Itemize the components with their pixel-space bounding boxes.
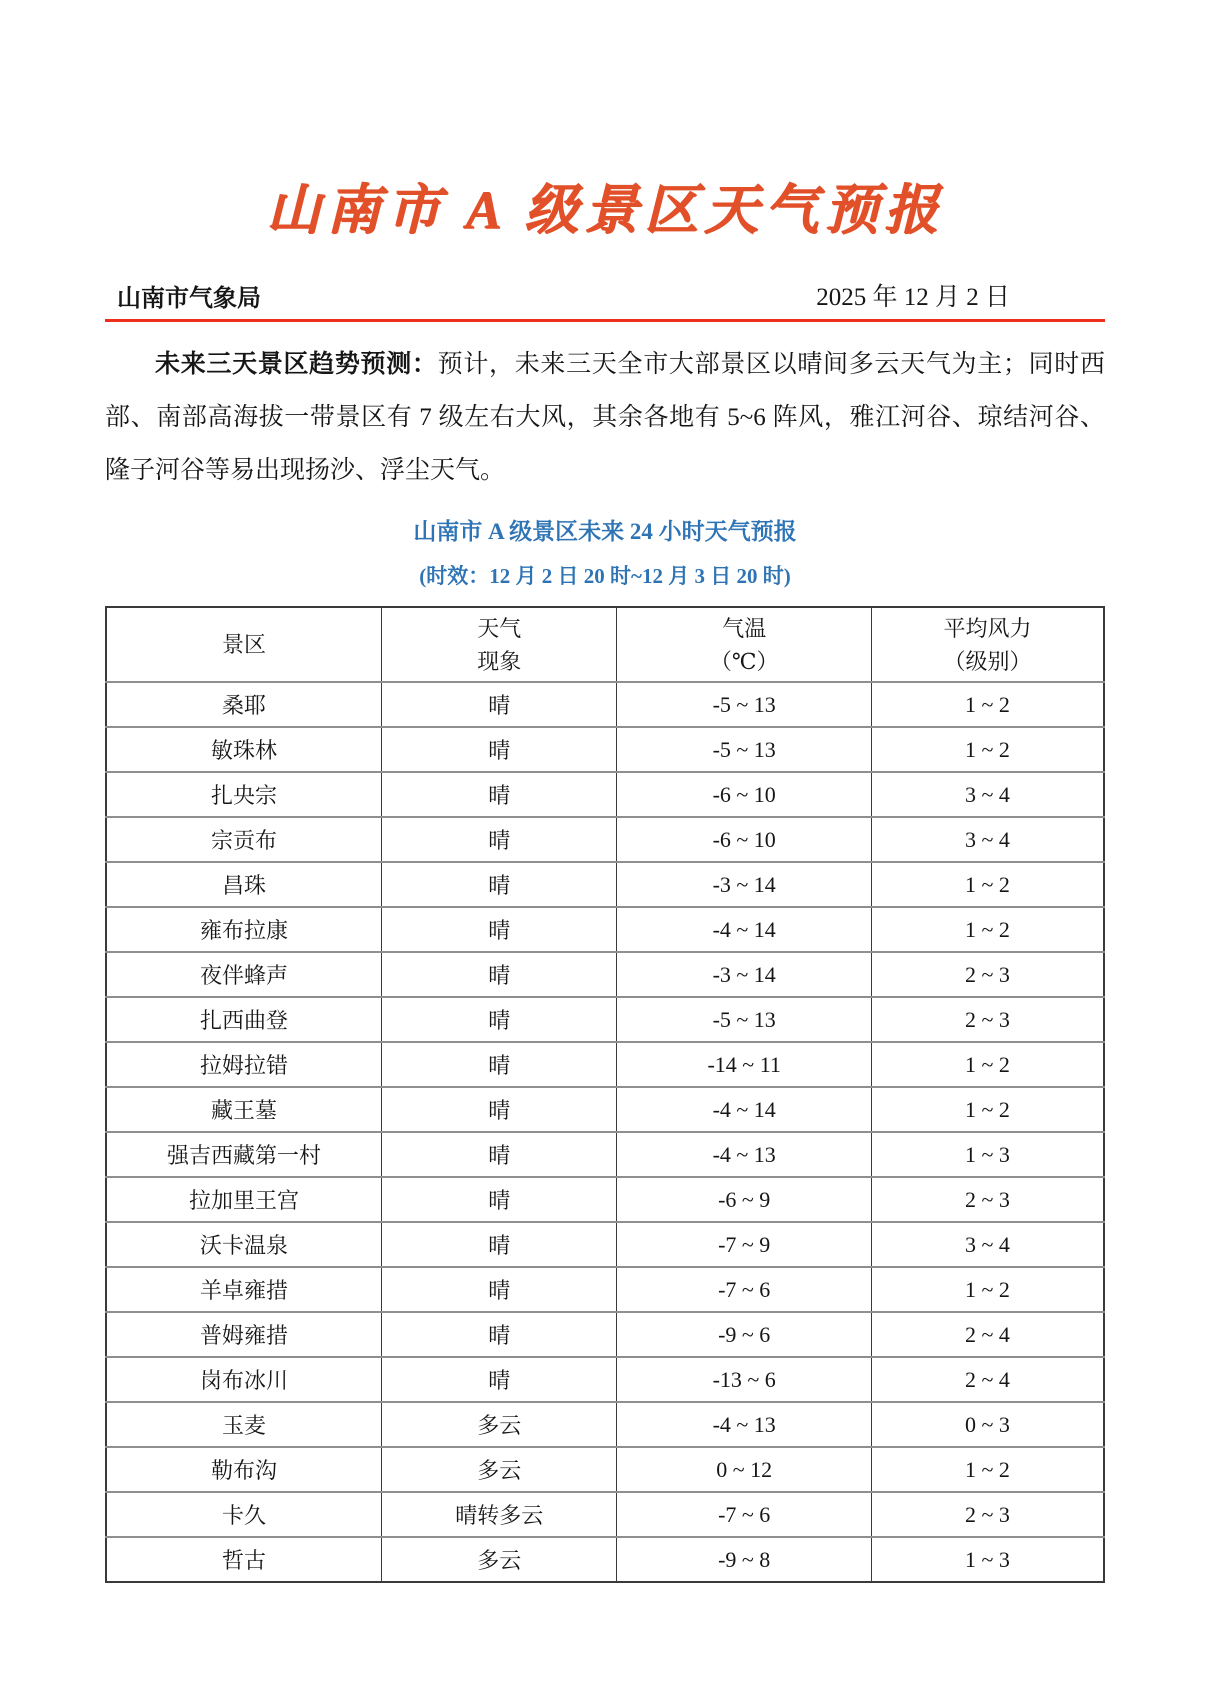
scenic-area-cell: 扎西曲登 — [106, 997, 381, 1042]
temperature-cell: 0 ~ 12 — [617, 1447, 871, 1492]
wind-level-cell: 1 ~ 3 — [871, 1132, 1104, 1177]
table-title: 山南市 A 级景区未来 24 小时天气预报 — [413, 519, 797, 544]
scenic-area-cell: 敏珠林 — [106, 727, 381, 772]
temperature-cell: -6 ~ 9 — [617, 1177, 871, 1222]
scenic-area-cell: 勒布沟 — [106, 1447, 381, 1492]
weather-cell: 晴 — [381, 997, 617, 1042]
column-header-4: 平均风力 （级别） — [871, 607, 1104, 682]
wind-level-cell: 2 ~ 3 — [871, 1492, 1104, 1537]
table-row — [106, 1222, 1104, 1267]
table-row — [106, 817, 1104, 862]
scenic-area-cell: 拉加里王宫 — [106, 1177, 381, 1222]
forecast-table — [105, 606, 1105, 1583]
table-row — [106, 772, 1104, 817]
forecast-table-header — [106, 607, 1104, 682]
temperature-cell: -6 ~ 10 — [617, 772, 871, 817]
weather-cell: 晴转多云 — [381, 1492, 617, 1537]
scenic-area-cell: 强吉西藏第一村 — [106, 1132, 381, 1177]
weather-cell: 晴 — [381, 727, 617, 772]
wind-level-cell: 2 ~ 4 — [871, 1312, 1104, 1357]
forecast-summary-lead: 未来三天景区趋势预测： — [155, 351, 438, 378]
weather-cell: 晴 — [381, 1042, 617, 1087]
wind-level-cell: 1 ~ 2 — [871, 907, 1104, 952]
wind-level-cell: 1 ~ 2 — [871, 1087, 1104, 1132]
table-row — [106, 1177, 1104, 1222]
scenic-area-cell: 拉姆拉错 — [106, 1042, 381, 1087]
wind-level-cell: 1 ~ 2 — [871, 1267, 1104, 1312]
temperature-cell: -4 ~ 14 — [617, 907, 871, 952]
temperature-cell: -6 ~ 10 — [617, 817, 871, 862]
temperature-cell: -14 ~ 11 — [617, 1042, 871, 1087]
weather-cell: 晴 — [381, 862, 617, 907]
table-row — [106, 1312, 1104, 1357]
table-row — [106, 1357, 1104, 1402]
wind-level-cell: 3 ~ 4 — [871, 772, 1104, 817]
table-row — [106, 862, 1104, 907]
column-header-1: 景区 — [221, 632, 266, 657]
temperature-cell: -9 ~ 6 — [617, 1312, 871, 1357]
table-row — [106, 727, 1104, 772]
column-header-3: 气温 （℃） — [617, 607, 871, 682]
temperature-cell: -4 ~ 13 — [617, 1402, 871, 1447]
weather-cell: 晴 — [381, 952, 617, 997]
weather-cell: 多云 — [381, 1537, 617, 1582]
weather-cell: 晴 — [381, 772, 617, 817]
wind-level-cell: 2 ~ 3 — [871, 997, 1104, 1042]
scenic-area-cell: 桑耶 — [106, 682, 381, 727]
header-row — [106, 607, 1104, 682]
forecast-summary-text: 预计，未来三天全市大部景区以晴间多云天气为主；同时西部、南部高海拔一带景区有 7 级左右大风，其余各地有 5~6 阵风，雅江河谷、琼结河谷、隆子河谷等易出现扬沙、浮尘天气。 — [105, 351, 1105, 484]
weather-cell: 晴 — [381, 1087, 617, 1132]
table-row — [106, 1267, 1104, 1312]
weather-cell: 晴 — [381, 1177, 617, 1222]
weather-cell: 晴 — [381, 1132, 617, 1177]
scenic-area-cell: 普姆雍措 — [106, 1312, 381, 1357]
table-row — [106, 682, 1104, 727]
temperature-cell: -7 ~ 6 — [617, 1492, 871, 1537]
temperature-cell: -7 ~ 6 — [617, 1267, 871, 1312]
table-row — [106, 1087, 1104, 1132]
scenic-area-cell: 玉麦 — [106, 1402, 381, 1447]
temperature-cell: -5 ~ 13 — [617, 682, 871, 727]
scenic-area-cell: 昌珠 — [106, 862, 381, 907]
issue-date: 2025 年 12 月 2 日 — [816, 284, 1010, 311]
masthead — [105, 277, 1105, 322]
scenic-area-cell: 哲古 — [106, 1537, 381, 1582]
temperature-cell: -9 ~ 8 — [617, 1537, 871, 1582]
wind-level-cell: 1 ~ 2 — [871, 1042, 1104, 1087]
temperature-cell: -3 ~ 14 — [617, 952, 871, 997]
scenic-area-cell: 沃卡温泉 — [106, 1222, 381, 1267]
table-row — [106, 1042, 1104, 1087]
wind-level-cell: 1 ~ 2 — [871, 727, 1104, 772]
forecast-summary — [105, 338, 1105, 497]
forecast-table-body — [106, 682, 1104, 1582]
temperature-cell: -4 ~ 14 — [617, 1087, 871, 1132]
table-row — [106, 952, 1104, 997]
table-row — [106, 907, 1104, 952]
agency-name: 山南市气象局 — [117, 286, 261, 312]
scenic-area-cell: 羊卓雍措 — [106, 1267, 381, 1312]
table-row — [106, 1537, 1104, 1582]
weather-cell: 晴 — [381, 1312, 617, 1357]
document-title: 山南市 A 级景区天气预报 — [265, 180, 945, 240]
weather-cell: 多云 — [381, 1402, 617, 1447]
table-validity-period: (时效：12 月 2 日 20 时~12 月 3 日 20 时) — [419, 564, 791, 588]
document-content — [105, 0, 1105, 1583]
scenic-area-cell: 雍布拉康 — [106, 907, 381, 952]
table-row — [106, 997, 1104, 1042]
weather-cell: 晴 — [381, 907, 617, 952]
wind-level-cell: 2 ~ 3 — [871, 1177, 1104, 1222]
weather-cell: 晴 — [381, 1222, 617, 1267]
scenic-area-cell: 扎央宗 — [106, 772, 381, 817]
temperature-cell: -3 ~ 14 — [617, 862, 871, 907]
wind-level-cell: 2 ~ 3 — [871, 952, 1104, 997]
scenic-area-cell: 卡久 — [106, 1492, 381, 1537]
table-row — [106, 1402, 1104, 1447]
scenic-area-cell: 夜伴蜂声 — [106, 952, 381, 997]
wind-level-cell: 1 ~ 2 — [871, 862, 1104, 907]
table-row — [106, 1447, 1104, 1492]
weather-cell: 晴 — [381, 682, 617, 727]
wind-level-cell: 1 ~ 2 — [871, 682, 1104, 727]
table-row — [106, 1132, 1104, 1177]
table-row — [106, 1492, 1104, 1537]
scenic-area-cell: 宗贡布 — [106, 817, 381, 862]
temperature-cell: -4 ~ 13 — [617, 1132, 871, 1177]
weather-cell: 多云 — [381, 1447, 617, 1492]
wind-level-cell: 1 ~ 2 — [871, 1447, 1104, 1492]
wind-level-cell: 1 ~ 3 — [871, 1537, 1104, 1582]
scenic-area-cell: 岗布冰川 — [106, 1357, 381, 1402]
scenic-area-cell: 藏王墓 — [106, 1087, 381, 1132]
temperature-cell: -5 ~ 13 — [617, 727, 871, 772]
wind-level-cell: 0 ~ 3 — [871, 1402, 1104, 1447]
temperature-cell: -7 ~ 9 — [617, 1222, 871, 1267]
wind-level-cell: 2 ~ 4 — [871, 1357, 1104, 1402]
temperature-cell: -5 ~ 13 — [617, 997, 871, 1042]
weather-cell: 晴 — [381, 1357, 617, 1402]
column-header-2: 天气 现象 — [381, 607, 617, 682]
temperature-cell: -13 ~ 6 — [617, 1357, 871, 1402]
wind-level-cell: 3 ~ 4 — [871, 1222, 1104, 1267]
weather-cell: 晴 — [381, 817, 617, 862]
wind-level-cell: 3 ~ 4 — [871, 817, 1104, 862]
weather-cell: 晴 — [381, 1267, 617, 1312]
